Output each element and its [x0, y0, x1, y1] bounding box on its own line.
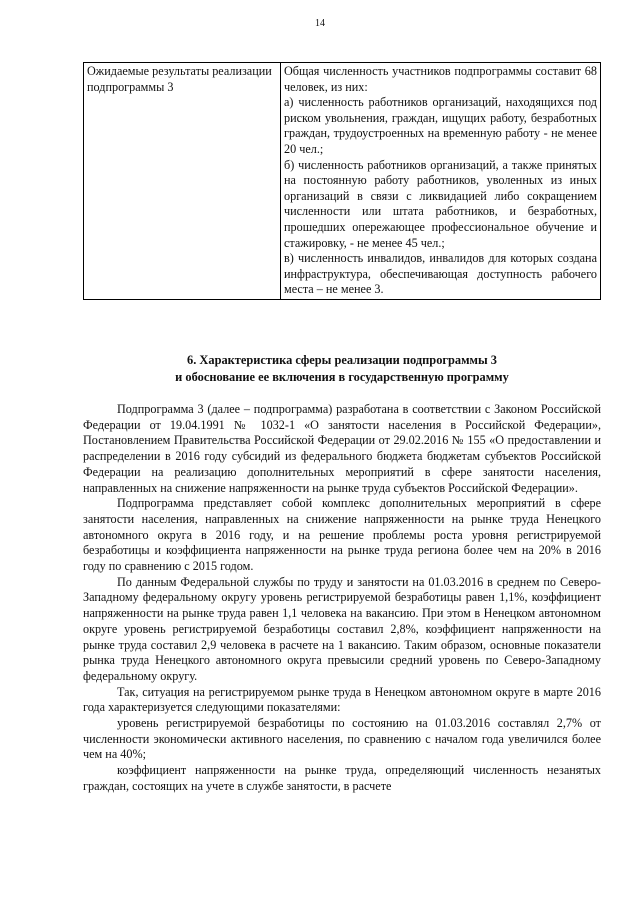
- section-heading: [83, 352, 601, 386]
- section-title-line2: и обоснование ее включения в государственную программу: [175, 370, 509, 384]
- table-intro: Общая численность участников подпрограммы составит 68 человек, из них:: [284, 64, 597, 94]
- table-item-a: а) численность работников организаций, находящихся под риском увольнения, граждан, ищущих работу, безработных граждан, трудоустроенных на временную работу - не менее 20 чел.;: [284, 95, 597, 156]
- paragraph: Подпрограмма представляет собой комплекс дополнительных мероприятий в сфере занятости населения, направленных на снижение напряженности на рынке труда Ненецкого автономного округа в 2016 году, и на решение проблемы роста уровня регистрируемой безработицы и коэффициента напряженности на рынке труда региона более чем на 20% в 2016 году по сравнению с 2015 годом.: [83, 496, 601, 574]
- paragraph: коэффициент напряженности на рынке труда, определяющий численность незанятых граждан, состоящих на учете в службе занятости, в расчете: [83, 763, 601, 793]
- expected-results-table: [83, 62, 601, 300]
- paragraph: уровень регистрируемой безработицы по состоянию на 01.03.2016 составлял 2,7% от численности экономически активного населения, по сравнению с началом года увеличился более чем на 40%;: [83, 716, 601, 762]
- table-label-cell: Ожидаемые результаты реализации подпрограммы 3: [84, 63, 281, 300]
- paragraph: Подпрограмма 3 (далее – подпрограмма) разработана в соответствии с Законом Российской Федерации от 19.04.1991 № 1032-1 «О занятости населения в Российской Федерации», Постановлением Правительства Российской Федерации от 29.02.2016 № 155 «О предоставлении и распределении в 2016 году субсидий из федерального бюджета бюджетам субъектов Российской Федерации на реализацию дополнительных мероприятий в сфере занятости населения, направленных на снижение напряженности на рынке труда субъектов Российской Федерации».: [83, 402, 601, 495]
- table-value-cell: [281, 63, 601, 300]
- paragraph: По данным Федеральной службы по труду и занятости на 01.03.2016 в среднем по Северо-Западному федеральному округу уровень регистрируемой безработицы равен 1,1%, коэффициент напряженности на рынке труда равен 1,1 человека на вакансию. При этом в Ненецком автономном округе уровень регистрируемой безработицы составил 2,8%, коэффициент напряженности на рынке труда составил 2,9 человека в расчете на 1 вакансию. Таким образом, основные показатели рынка труда Ненецкого автономного округа превысили средний уровень по Северо-Западному федеральному округу.: [83, 574, 601, 683]
- section-title-line1: 6. Характеристика сферы реализации подпрограммы 3: [187, 353, 497, 367]
- body-text: [83, 402, 601, 795]
- table-item-b: б) численность работников организаций, а также принятых на постоянную работу работников, уволенных из иных организаций в связи с ликвидацией либо сокращением численности или штата работников, и безработных, прошедших опережающее профессиональное обучение и стажировку, - не менее 45 чел.;: [284, 157, 597, 250]
- table-item-c: в) численность инвалидов, инвалидов для которых создана инфраструктура, обеспечивающая доступность рабочего места – не менее 3.: [284, 251, 597, 297]
- table-row: [84, 63, 601, 300]
- page-number: 14: [315, 18, 325, 29]
- paragraph: Так, ситуация на регистрируемом рынке труда в Ненецком автономном округе в марте 2016 года характеризуется следующими показателями:: [83, 684, 601, 715]
